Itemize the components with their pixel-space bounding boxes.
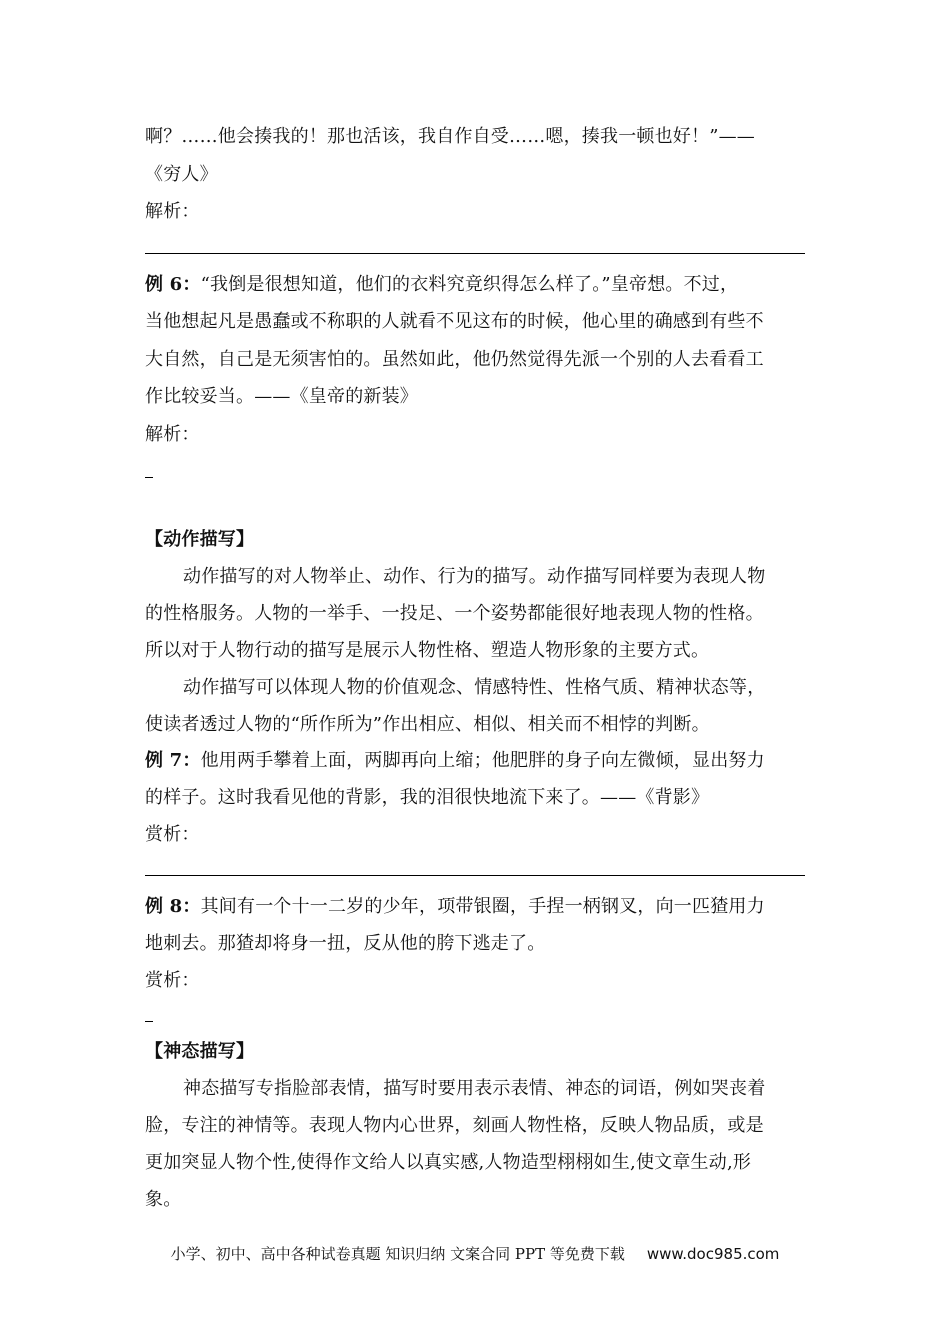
section-heading-expression: 【神态描写】 <box>145 1041 255 1062</box>
appreciation-label: 赏析： <box>145 824 200 845</box>
text-line: 所以对于人物行动的描写是展示人物性格、塑造人物形象的主要方式。 <box>145 640 710 661</box>
section-heading-action: 【动作描写】 <box>145 529 255 550</box>
analysis-label: 解析： <box>145 424 200 445</box>
analysis-label: 解析： <box>145 201 200 222</box>
appreciation-label: 赏析： <box>145 970 200 991</box>
text-line: 作比较妥当。——《皇帝的新装》 <box>145 386 418 407</box>
example-7-line <box>145 748 810 774</box>
answer-line <box>145 875 805 876</box>
example-8-label: 例 8： <box>145 896 201 917</box>
text-line: 大自然，自己是无须害怕的。虽然如此，他仍然觉得先派一个别的人去看看工 <box>145 349 764 370</box>
text-line: 动作描写可以体现人物的价值观念、情感特性、性格气质、精神状态等， <box>183 677 766 698</box>
text-line: 啊？……他会揍我的！那也活该，我自作自受……嗯，揍我一顿也好！”—— <box>145 126 755 147</box>
text-line: 当他想起凡是愚蠢或不称职的人就看不见这布的时候，他心里的确感到有些不 <box>145 311 764 332</box>
text-line: 更加突显人物个性,使得作文给人以真实感,人物造型栩栩如生,使文章生动,形 <box>145 1152 752 1173</box>
footer-text: 小学、初中、高中各种试卷真题 知识归纳 文案合同 PPT 等免费下载 <box>170 1245 625 1263</box>
page-footer <box>0 1243 950 1265</box>
text-line: 象。 <box>145 1189 182 1210</box>
text-line: 《穷人》 <box>145 164 218 185</box>
example-7-label: 例 7： <box>145 750 201 771</box>
text-line: 动作描写的对人物举止、动作、行为的描写。动作描写同样要为表现人物 <box>183 566 766 587</box>
text-line: 的性格服务。人物的一举手、一投足、一个姿势都能很好地表现人物的性格。 <box>145 603 764 624</box>
example-6-label: 例 6： <box>145 274 201 295</box>
answer-line <box>145 1021 153 1022</box>
footer-url: www.doc985.com <box>646 1245 780 1263</box>
text-line: 地刺去。那猹却将身一扭，反从他的胯下逃走了。 <box>145 933 546 954</box>
answer-line <box>145 477 153 478</box>
text-line: 使读者透过人物的“所作所为”作出相应、相似、相关而不相悖的判断。 <box>145 714 710 735</box>
example-8-text: 其间有一个十一二岁的少年，项带银圈，手捏一柄钢叉，向一匹猹用力 <box>200 896 765 917</box>
text-line: 脸，专注的神情等。表现人物内心世界，刻画人物性格，反映人物品质，或是 <box>145 1115 764 1136</box>
text-line: 神态描写专指脸部表情，描写时要用表示表情、神态的词语，例如哭丧着 <box>183 1078 766 1099</box>
example-8-line <box>145 894 810 920</box>
example-7-text: 他用两手攀着上面，两脚再向上缩；他肥胖的身子向左微倾，显出努力 <box>200 750 765 771</box>
example-6-line <box>145 272 810 298</box>
text-line: 的样子。这时我看见他的背影，我的泪很快地流下来了。——《背影》 <box>145 787 710 808</box>
answer-line <box>145 253 805 254</box>
example-6-text: “我倒是很想知道，他们的衣料究竟织得怎么样了。”皇帝想。不过， <box>200 274 739 295</box>
